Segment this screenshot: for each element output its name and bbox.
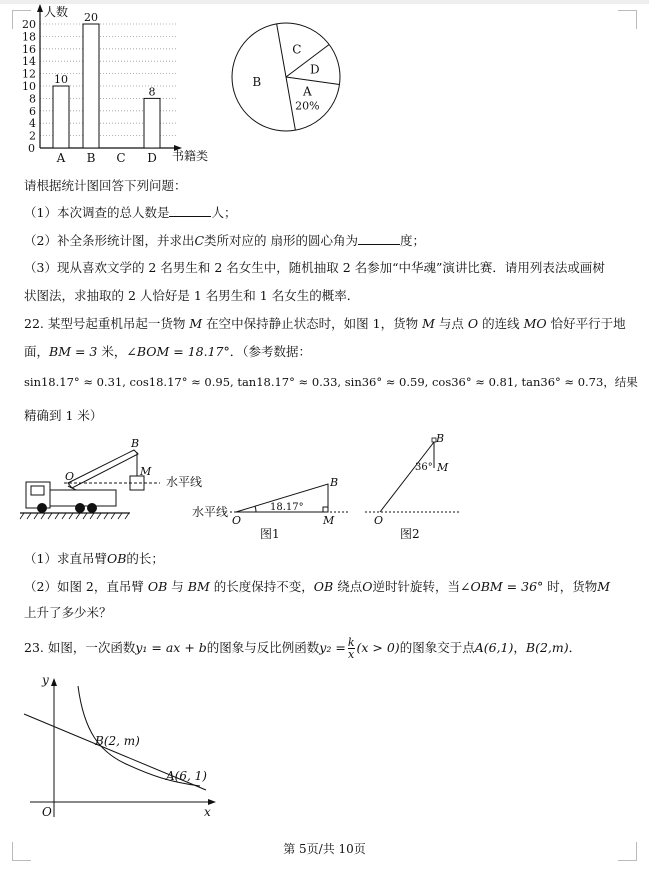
pie-slice-edge xyxy=(277,24,286,77)
pie-slice-label: A xyxy=(303,84,312,99)
q21-part1 xyxy=(24,203,236,222)
q22-text: 面， xyxy=(24,344,50,359)
bar xyxy=(83,24,99,148)
q23-text: 23. 如图，一次函数 xyxy=(24,640,136,655)
graph-origin: O xyxy=(42,805,52,819)
y-axis-arrow xyxy=(51,678,57,686)
eq-bm: BM = 3 xyxy=(49,344,98,359)
crane-label-m: M xyxy=(140,465,152,478)
q22-text: 的连线 xyxy=(482,316,520,331)
y-tick-label: 8 xyxy=(29,92,36,106)
var-ob: OB xyxy=(147,579,168,594)
frac-den: x xyxy=(348,648,355,661)
ground-hatch xyxy=(125,513,129,519)
graph-point-b: B(2, m) xyxy=(95,734,140,748)
x-tick-label: C xyxy=(116,151,126,165)
fig1-b: B xyxy=(330,476,339,489)
x-tick-label: D xyxy=(147,151,157,165)
var-ob: OB xyxy=(106,551,127,566)
eq-angle: ∠BOM = 18.17° xyxy=(126,344,230,359)
ground-hatch xyxy=(111,513,115,519)
pie-slice-label: D xyxy=(309,62,320,77)
q21-part2 xyxy=(24,231,425,250)
fig2-b: B xyxy=(436,432,445,445)
fig1-m: M xyxy=(323,514,335,527)
q22-text: 22. 某型号起重机吊起一货物 xyxy=(24,316,186,331)
q22-text: 绕点 xyxy=(337,579,363,594)
y-axis-arrow xyxy=(37,4,43,12)
crane-label-b: B xyxy=(131,437,140,450)
crane-boom xyxy=(68,450,138,488)
pie-slice-edge xyxy=(286,77,295,130)
q22-text: 逆时针旋转，当 xyxy=(372,579,460,594)
graph-y: y xyxy=(42,673,49,687)
y-tick-label: 4 xyxy=(29,117,36,131)
q21-part3-line2: 状图法，求抽取的 2 人恰好是 1 名男生和 1 名女生的概率． xyxy=(24,288,360,303)
truck-body xyxy=(50,490,116,506)
pie-slice-label: C xyxy=(292,42,302,57)
ground-hatch xyxy=(48,513,52,519)
page-footer: 第 5页/共 10页 xyxy=(283,842,366,856)
q23-text: ． xyxy=(568,640,582,655)
var-m: M xyxy=(597,579,611,594)
truck-window xyxy=(31,486,44,495)
var-c: C xyxy=(194,233,205,248)
q21-p2-text2: 类所对应的 扇形的圆心角为 xyxy=(204,233,359,248)
y-tick-label: 6 xyxy=(29,104,36,118)
answer-blank[interactable] xyxy=(169,203,211,217)
y-tick-label: 12 xyxy=(22,67,36,81)
y-tick-label: 10 xyxy=(22,80,36,93)
bar-data-label: 10 xyxy=(54,73,68,86)
q22-text: ，结果 xyxy=(603,375,638,389)
q22-text: 时，货物 xyxy=(547,579,598,594)
ground-hatch xyxy=(20,513,24,519)
func-cond: (x > 0) xyxy=(356,640,400,655)
pie-slice-label: B xyxy=(252,75,262,90)
q21-part3-line1: （3）现从喜欢文学的 2 名男生和 2 名女生中，随机抽取 2 名参加“中华魂”演讲比赛．请用列表法或画树 xyxy=(24,260,605,275)
frac-num: k xyxy=(347,636,355,649)
q23-text: ， xyxy=(513,640,526,655)
var-ob: OB xyxy=(313,579,334,594)
bar xyxy=(144,98,160,148)
y-tick-label: 18 xyxy=(22,30,36,44)
q21-p1-text: （1）本次调查的总人数是 xyxy=(24,205,170,220)
fig1-angle: 18.17° xyxy=(270,502,304,513)
q22-reference xyxy=(24,373,638,391)
q22-sub1 xyxy=(24,550,164,568)
func-y2: y₂ = xyxy=(319,640,346,655)
var-m: M xyxy=(422,316,435,331)
ground-hatch xyxy=(76,513,80,519)
fig2-o: O xyxy=(374,514,384,527)
bar-data-label: 20 xyxy=(84,11,98,24)
q22-text: ．（参考数据： xyxy=(229,344,312,359)
figure-2 xyxy=(360,430,470,540)
origin-zero: 0 xyxy=(28,142,35,155)
crane-label-o: O xyxy=(65,470,75,483)
fig1-o: O xyxy=(232,514,242,527)
q22-text: （1）求直吊臂 xyxy=(24,551,107,566)
ground-hatch xyxy=(90,513,94,519)
ground-hatch xyxy=(83,513,87,519)
q21-p1-unit: 人； xyxy=(211,205,237,220)
func-y1: y₁ = ax + b xyxy=(135,640,207,655)
ground-hatch xyxy=(41,513,45,519)
wheel xyxy=(75,503,85,513)
q22-sub2-line2: 上升了多少米？ xyxy=(24,605,112,620)
fig2-angle: 36° xyxy=(415,462,433,473)
point-a: A(6,1) xyxy=(474,640,514,655)
ground-hatch xyxy=(27,513,31,519)
q22-text: 恰好平行于地 xyxy=(550,316,626,331)
ground-hatch xyxy=(55,513,59,519)
q22-line2 xyxy=(24,343,311,361)
pie-annotation: 20% xyxy=(295,99,320,113)
q22-text: 与点 xyxy=(438,316,464,331)
bar-data-label: 8 xyxy=(148,85,156,99)
q23-text: 的图象与反比例函数 xyxy=(206,640,320,655)
q22-text: 的长度保持不变， xyxy=(213,579,314,594)
function-graph xyxy=(20,672,220,822)
y-axis-label: 人数 xyxy=(44,5,69,19)
corner-mark xyxy=(618,10,637,29)
bar xyxy=(53,86,69,148)
figure-1 xyxy=(190,470,360,540)
q22-text: 在空中保持静止状态时，如图 1，货物 xyxy=(206,316,419,331)
pie-slice-edge xyxy=(286,77,339,85)
ground-hatch xyxy=(104,513,108,519)
x-tick-label: A xyxy=(56,151,66,165)
wheel xyxy=(37,503,47,513)
x-tick-label: B xyxy=(86,151,96,165)
ground-hatch xyxy=(118,513,122,519)
fig1-caption: 图1 xyxy=(260,527,280,541)
q23-text: 的图象交于点 xyxy=(399,640,475,655)
reference-data: sin18.17° ≈ 0.31, cos18.17° ≈ 0.95, tan18.17° ≈ 0.33, sin36° ≈ 0.59, cos36° ≈ 0.81, tan36° ≈ 0.73 xyxy=(24,375,604,389)
var-bm: BM xyxy=(187,579,210,594)
var-o: O xyxy=(467,316,479,331)
var-mo: MO xyxy=(523,316,547,331)
y-tick-label: 16 xyxy=(22,42,36,56)
wheel xyxy=(87,503,97,513)
var-m: M xyxy=(189,316,203,331)
q22-sub2 xyxy=(24,578,610,596)
ground-hatch xyxy=(97,513,101,519)
fraction xyxy=(348,637,355,660)
ground-hatch xyxy=(62,513,66,519)
eq-angle2: ∠OBM = 36° xyxy=(460,579,544,594)
q22-line4: 精确到 1 米） xyxy=(24,408,103,423)
pie-chart xyxy=(230,12,340,132)
q22-line1 xyxy=(24,315,626,333)
y-tick-label: 20 xyxy=(22,18,36,31)
graph-point-a: A(6, 1) xyxy=(166,769,207,783)
q21-p2-text: （2）补全条形统计图，并求出 xyxy=(24,233,195,248)
bar-chart xyxy=(0,0,240,175)
horizon-label: 水平线 xyxy=(166,475,203,489)
x-axis-label: 书籍类 xyxy=(172,149,209,163)
fig1-horizon: 水平线 xyxy=(192,505,229,519)
answer-blank[interactable] xyxy=(358,231,400,245)
angle-arc xyxy=(255,506,256,512)
q22-text: （2）如图 2，直吊臂 xyxy=(24,579,144,594)
fig2-caption: 图2 xyxy=(400,527,420,541)
fig2-m: M xyxy=(437,461,449,474)
q22-text: 米， xyxy=(97,344,127,359)
var-o: O xyxy=(362,579,373,594)
graph-x: x xyxy=(204,805,211,819)
y-tick-label: 2 xyxy=(29,129,36,143)
ground-hatch xyxy=(34,513,38,519)
q22-text: 与 xyxy=(171,579,184,594)
point-b: B(2,m) xyxy=(525,640,569,655)
right-angle-mark xyxy=(323,507,328,512)
q23-statement xyxy=(24,637,581,660)
q21-intro: 请根据统计图回答下列问题： xyxy=(24,178,187,193)
ground-hatch xyxy=(69,513,73,519)
q22-text: 的长； xyxy=(126,551,164,566)
y-tick-label: 14 xyxy=(22,55,36,69)
q21-p2-unit: 度； xyxy=(400,233,426,248)
segment-ob xyxy=(380,442,434,512)
